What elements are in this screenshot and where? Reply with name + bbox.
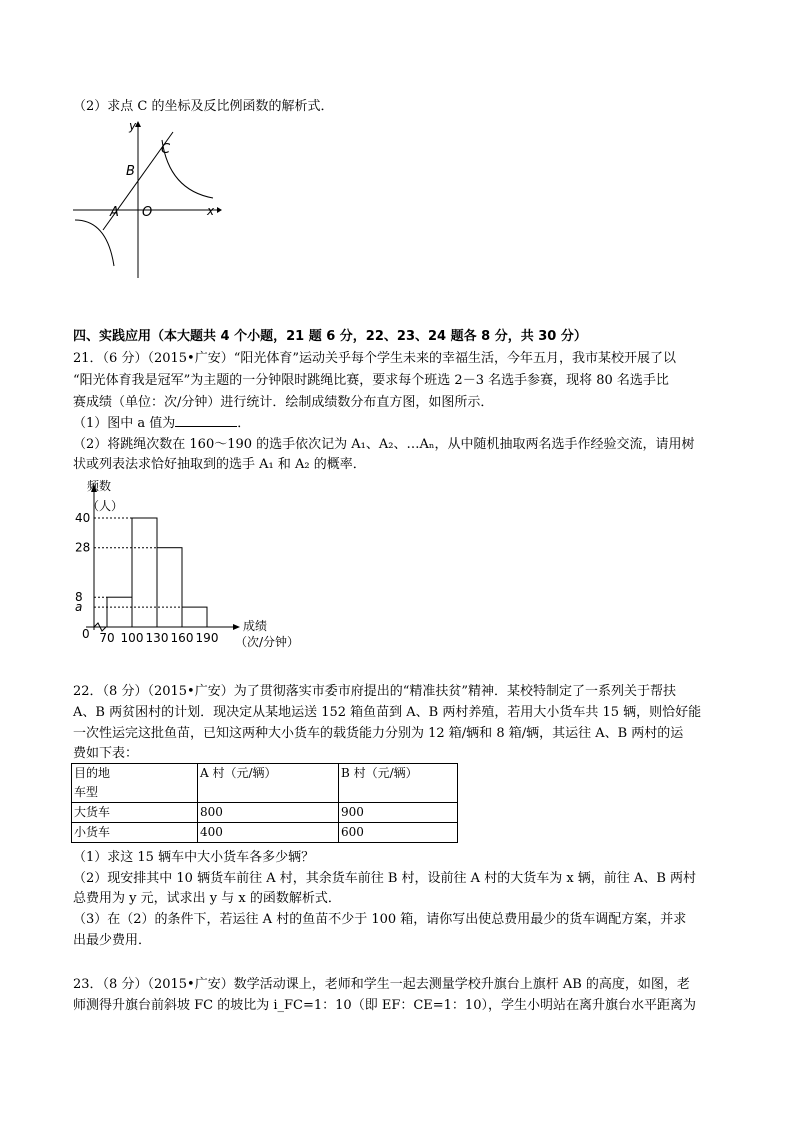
hist-x-tick-190: 190 <box>195 631 219 645</box>
table-cell-a: 400 <box>198 823 339 843</box>
point-b-label: B <box>126 164 135 179</box>
section4-heading: 四、实践应用（本大题共 4 个小题，21 题 6 分，22、23、24 题各 8 分，共 30 分） <box>73 329 587 344</box>
q21-line1: 21．（6 分）（2015•广安）“阳光体育”运动关乎每个学生未来的幸福生活，今年五月，我市某校开展了以 <box>73 351 676 366</box>
q21-part2-line2: 状或列表法求恰好抽取到的选手 A₁ 和 A₂ 的概率． <box>73 457 366 472</box>
table-cell-type: 小货车 <box>72 823 198 843</box>
q22-part2-line2: 总费用为 y 元，试求出 y 与 x 的函数解析式． <box>73 891 341 906</box>
hist-x-tick-160: 160 <box>170 631 194 645</box>
q22-line3: 一次性运完这批鱼苗，已知这两种大小货车的载货能力分别为 12 箱/辆和 8 箱/辆，其运往 A、B 两村的运 <box>73 726 684 741</box>
point-a-label: A <box>110 205 119 220</box>
table-cell-a: 800 <box>198 803 339 823</box>
table-header-a: A 村（元/辆） <box>198 764 339 803</box>
table-row <box>72 823 458 843</box>
hist-x-axis-arrow <box>233 624 240 630</box>
hist-ylabel-line1: 频数 <box>87 479 112 493</box>
hist-y-tick-0: 0 <box>82 627 90 641</box>
q22-part2-line1: （2）现安排其中 10 辆货车前往 A 村，其余货车前往 B 村，设前往 A 村的大货车为 x 辆，前往 A、B 两村 <box>73 871 697 886</box>
hyperbola-branch-third-quadrant <box>75 220 114 266</box>
hist-bar-100-130 <box>132 518 157 627</box>
q23-line2: 师测得升旗台前斜坡 FC 的坡比为 i_FC=1：10（即 EF：CE=1：10），学生小明站在离升旗台水平距离为 <box>73 998 696 1013</box>
q21-part2-line1: （2）将跳绳次数在 160～190 的选手依次记为 A₁、A₂、…Aₙ，从中随机抽取两名选手作经验交流，请用树 <box>73 437 695 452</box>
hist-y-tick-a: a <box>75 600 83 615</box>
table-cell-b: 900 <box>339 803 458 823</box>
hist-xlabel-line1: 成绩 <box>243 619 268 633</box>
hist-ylabel-line2: （人） <box>87 499 124 513</box>
hist-y-tick-8: 8 <box>75 590 83 605</box>
hist-x-tick-70: 70 <box>99 631 115 645</box>
table-header-corner <box>72 764 198 803</box>
hist-x-tick-130: 130 <box>145 631 169 645</box>
x-axis-label: x <box>207 204 215 218</box>
origin-label: O <box>142 205 153 220</box>
x-axis-arrow <box>217 207 222 213</box>
hist-bar-70-100 <box>107 597 132 627</box>
q21-part1 <box>73 414 250 434</box>
answer-blank <box>175 414 237 427</box>
table-row <box>72 803 458 823</box>
hist-xlabel-line2: （次/分钟） <box>235 635 300 649</box>
hist-x-tick-100: 100 <box>120 631 144 645</box>
point-c-label: C <box>161 142 171 157</box>
q22-line1: 22．（8 分）（2015•广安）为了贯彻落实市委市府提出的“精准扶贫”精神．某校特制定了一系列关于帮扶 <box>73 684 676 699</box>
inverse-function-graph <box>65 118 225 283</box>
table-header-b: B 村（元/辆） <box>339 764 458 803</box>
hist-bar-160-190 <box>182 607 207 627</box>
table-cell-b: 600 <box>339 823 458 843</box>
table-header-row <box>72 764 458 803</box>
q22-part3-line1: （3）在（2）的条件下，若运往 A 村的鱼苗不少于 100 箱，请你写出使总费用最少的货车调配方案，并求 <box>73 912 687 927</box>
freight-fee-table <box>71 763 458 843</box>
q22-line4: 费如下表： <box>73 746 139 761</box>
q20-part2: （2）求点 C 的坐标及反比例函数的解析式． <box>73 99 334 114</box>
q21-part1-prefix: （1）图中 a 值为 <box>73 416 176 431</box>
corner-vehicle-type: 车型 <box>74 785 99 799</box>
hist-y-tick-40: 40 <box>75 511 91 525</box>
q21-line2: “阳光体育我是冠军”为主题的一分钟限时跳绳比赛，要求每个班选 2－3 名选手参赛，现将 80 名选手比 <box>73 373 669 388</box>
q22-part3-line2: 出最少费用． <box>73 933 152 948</box>
q21-part1-suffix: ． <box>237 416 251 431</box>
q21-line3: 赛成绩（单位：次/分钟）进行统计．绘制成绩数分布直方图，如图所示． <box>73 395 494 410</box>
y-axis-label: y <box>129 119 137 133</box>
q22-line2: A、B 两贫困村的计划．现决定从某地运送 152 箱鱼苗到 A、B 两村养殖，若用大小货车共 15 辆，则恰好能 <box>73 705 702 720</box>
corner-destination: 目的地 <box>74 766 111 780</box>
histogram-chart <box>60 470 320 655</box>
hist-y-tick-28: 28 <box>75 540 91 555</box>
q22-part1: （1）求这 15 辆车中大小货车各多少辆？ <box>73 850 315 865</box>
hist-bar-130-160 <box>157 548 182 627</box>
table-cell-type: 大货车 <box>72 803 198 823</box>
q23-line1: 23．（8 分）（2015•广安）数学活动课上，老师和学生一起去测量学校升旗台上旗杆 AB 的高度，如图，老 <box>73 977 690 992</box>
